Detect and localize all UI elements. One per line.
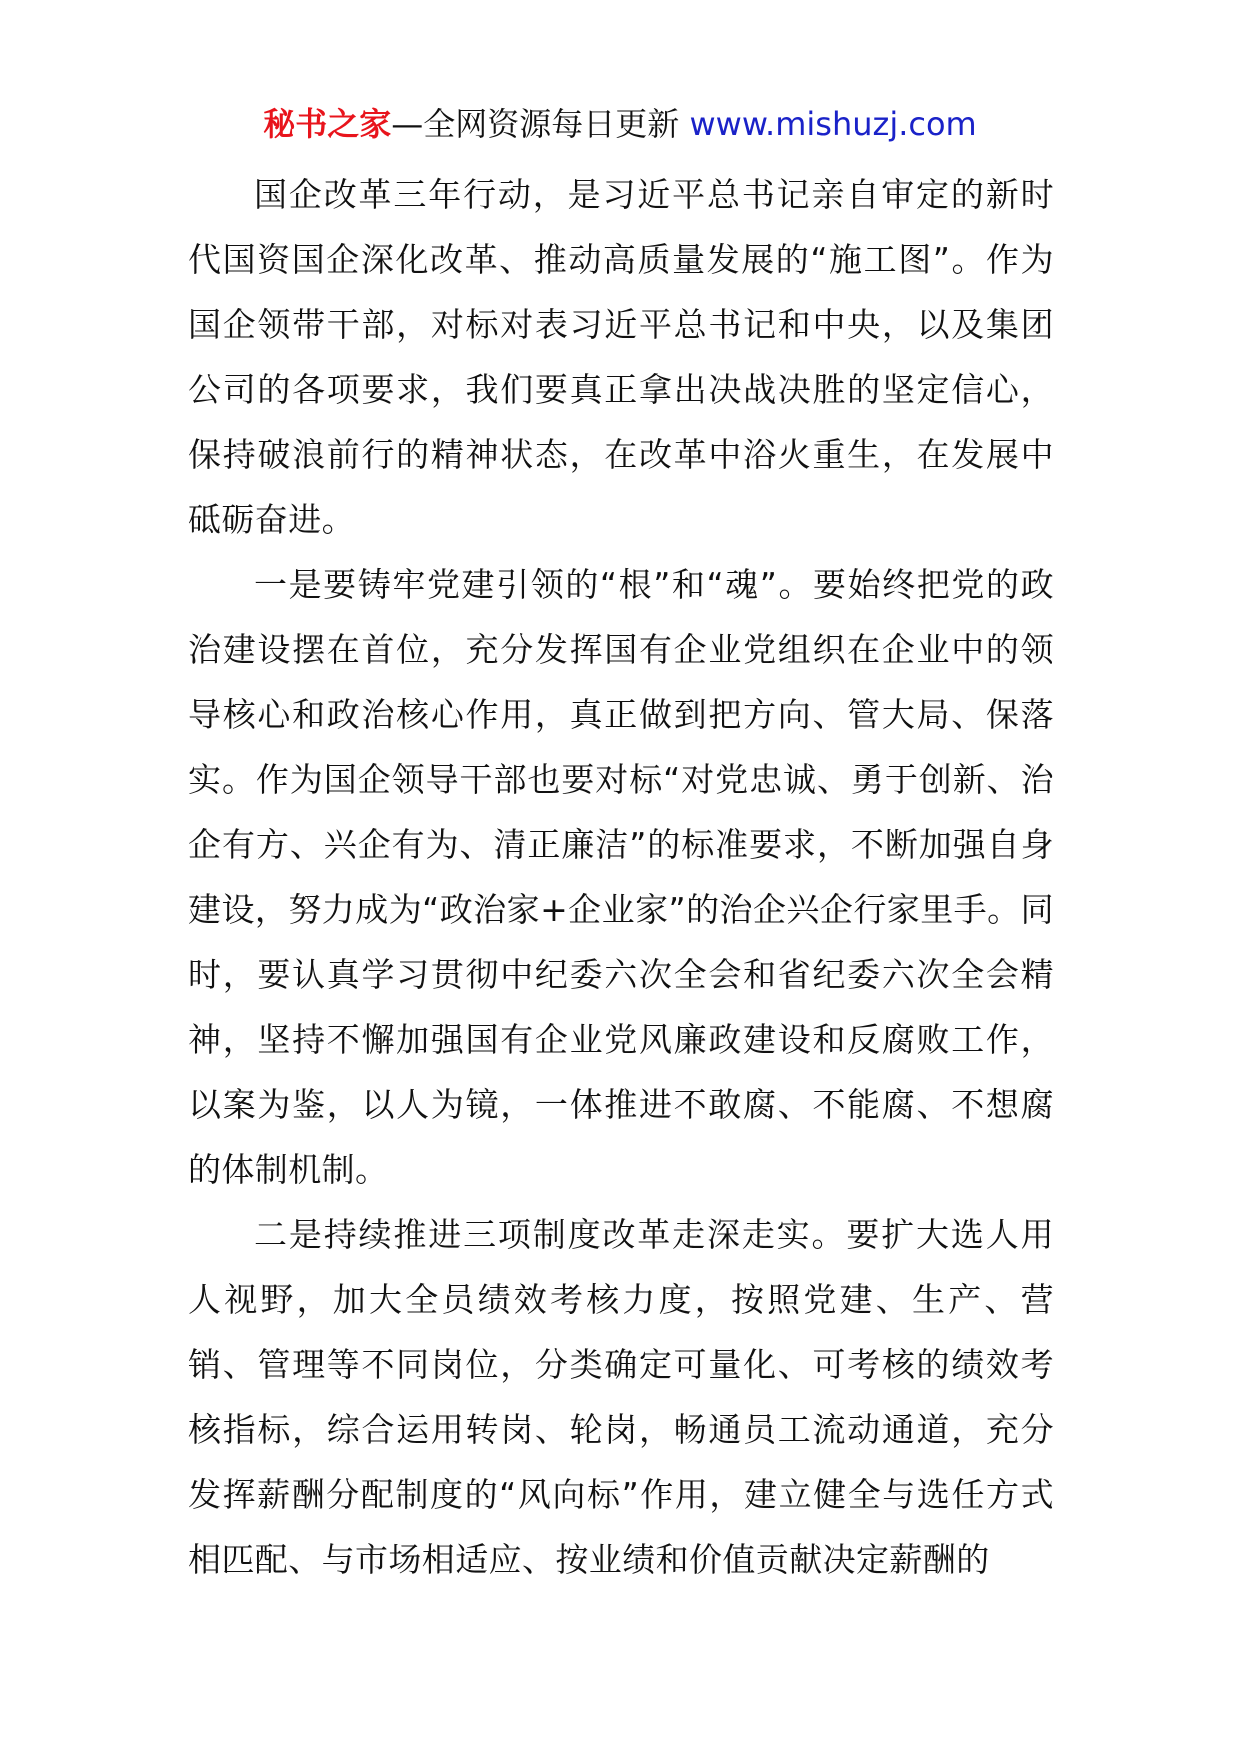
paragraph-intro: 国企改革三年行动，是习近平总书记亲自审定的新时代国资国企深化改革、推动高质量发展的“施工图”。作为国企领带干部，对标对表习近平总书记和中央，以及集团公司的各项要求，我们要真正拿出决战决胜的坚定信心，保持破浪前行的精神状态，在改革中浴火重生，在发展中砥砺奋进。	[188, 175, 1054, 539]
site-brand: 秘书之家	[263, 105, 392, 143]
site-tagline: —全网资源每日更新	[391, 105, 680, 143]
site-url-link[interactable]: www.mishuzj.com	[689, 105, 977, 143]
paragraph-point-one: 一是要铸牢党建引领的“根”和“魂”。要始终把党的政治建设摆在首位，充分发挥国有企业党组织在企业中的领导核心和政治核心作用，真正做到把方向、管大局、保落实。作为国企领导干部也要对标“对党忠诚、勇于创新、治企有方、兴企有为、清正廉洁”的标准要求，不断加强自身建设，努力成为“政治家+企业家”的治企兴企行家里手。同时，要认真学习贯彻中纪委六次全会和省纪委六次全会精神，坚持不懈加强国有企业党风廉政建设和反腐败工作，以案为鉴，以人为镜，一体推进不敢腐、不能腐、不想腐的体制机制。	[188, 565, 1054, 1189]
page-header	[0, 100, 1240, 148]
document-body	[188, 162, 1054, 1592]
paragraph-point-two: 二是持续推进三项制度改革走深走实。要扩大选人用人视野，加大全员绩效考核力度，按照党建、生产、营销、管理等不同岗位，分类确定可量化、可考核的绩效考核指标，综合运用转岗、轮岗，畅通员工流动通道，充分发挥薪酬分配制度的“风向标”作用，建立健全与选任方式相匹配、与市场相适应、按业绩和价值贡献决定薪酬的	[188, 1215, 1054, 1579]
